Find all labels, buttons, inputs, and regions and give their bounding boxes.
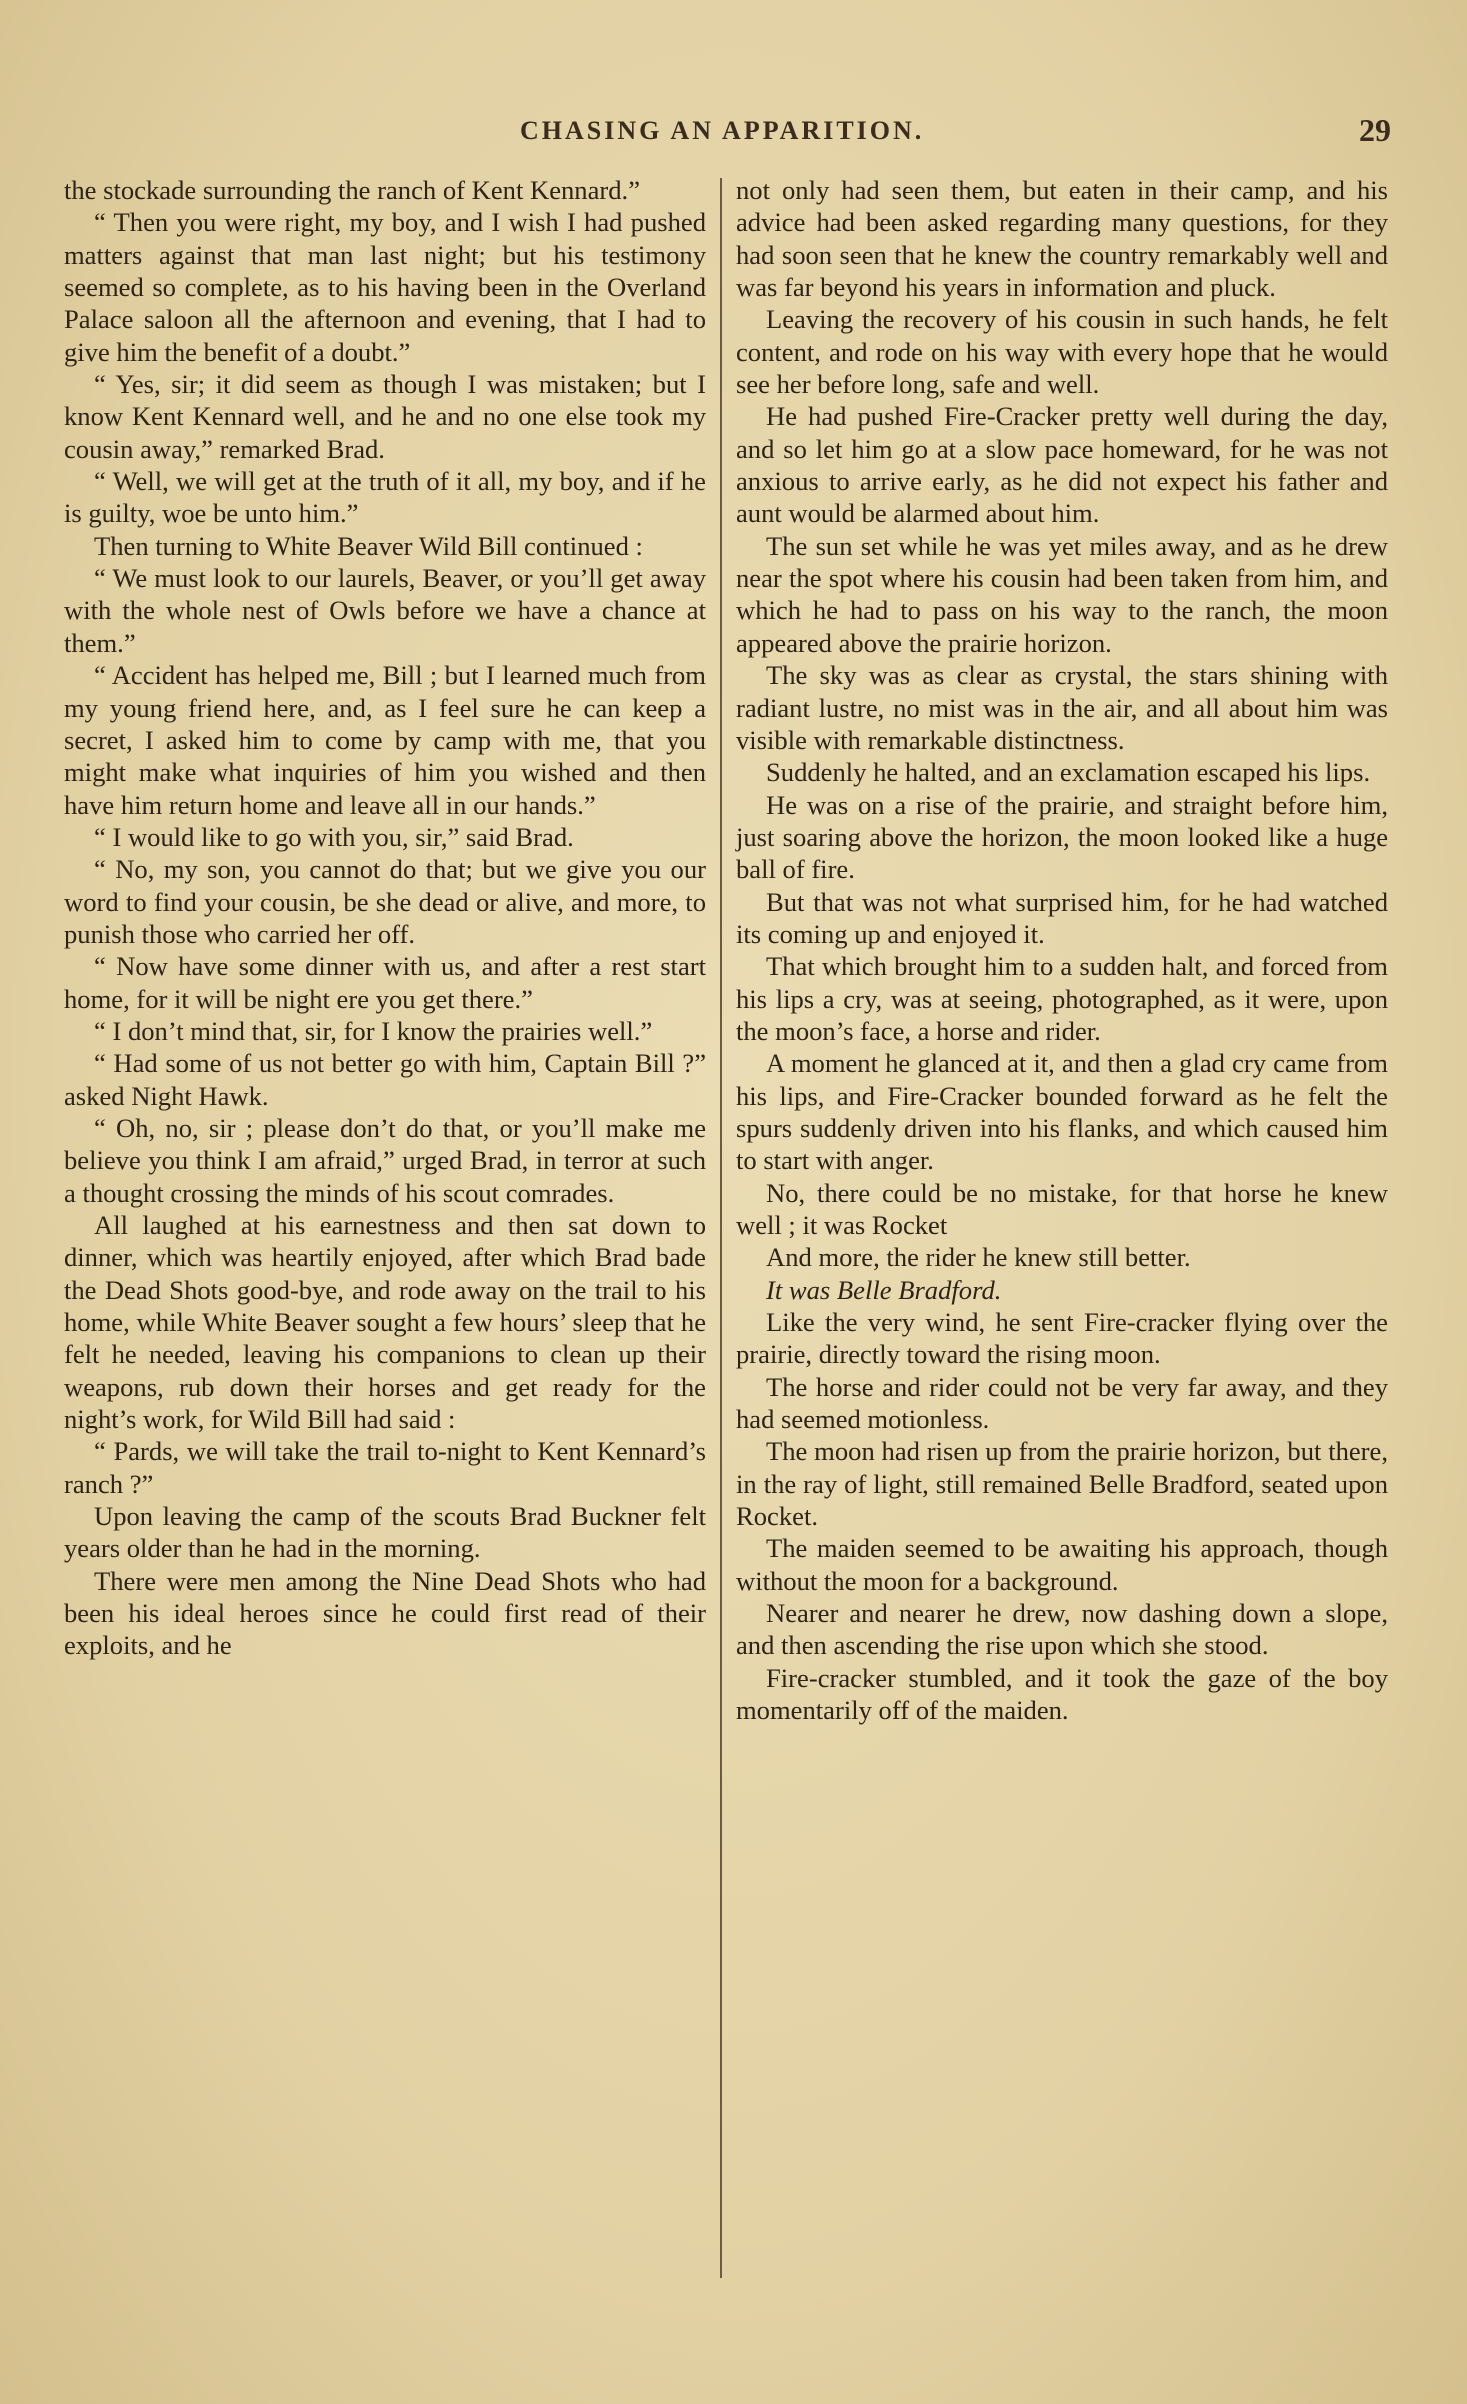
- paragraph: Fire-cracker stumbled, and it took the gaze of the boy momentarily off of the maiden.: [736, 1662, 1388, 1726]
- left-column: [64, 174, 706, 1662]
- paragraph: Leaving the recovery of his cousin in such hands, he felt content, and rode on his way with every hope that he would see her before long, safe and well.: [736, 304, 1388, 400]
- right-column: [736, 174, 1388, 1727]
- paragraph: A moment he glanced at it, and then a glad cry came from his lips, and Fire-Cracker bounded forward as he felt the spurs suddenly driven into his flanks, and which caused him to start with anger.: [736, 1048, 1388, 1176]
- paragraph: But that was not what surprised him, for he had watched its coming up and enjoyed it.: [736, 886, 1388, 949]
- column-divider: [720, 178, 722, 2278]
- paragraph: “ I would like to go with you, sir,” said Brad.: [94, 821, 574, 852]
- paragraph: The horse and rider could not be very far away, and they had seemed motionless.: [736, 1371, 1388, 1435]
- paragraph: “ No, my son, you cannot do that; but we give you our word to find your cousin, be she dead or alive, and more, to punish those who carried her off.: [64, 854, 706, 949]
- paragraph: “ Accident has helped me, Bill ; but I learned much from my young friend here, and, as I feel sure he can keep a secret, I asked him to come by camp with me, that you might make what inquiries of him you wished and then have him return home and leave all in our hands.”: [64, 660, 706, 820]
- paragraph: Suddenly he halted, and an exclamation escaped his lips.: [766, 757, 1371, 788]
- paragraph: Like the very wind, he sent Fire-cracker flying over the prairie, directly toward the rising moon.: [736, 1307, 1388, 1370]
- paragraph: “ Then you were right, my boy, and I wish I had pushed matters against that man last night; but his testimony seemed so complete, as to his having been in the Overland Palace saloon all the afternoon and evening, that I had to give him the benefit of a doubt.”: [64, 207, 706, 367]
- paragraph: “ Oh, no, sir ; please don’t do that, or you’ll make me believe you think I am afraid,” urged Brad, in terror at such a thought crossing the minds of his scout comrades.: [64, 1112, 706, 1208]
- paragraph: The moon had risen up from the prairie horizon, but there, in the ray of light, still remained Belle Bradford, seated upon Rocket.: [736, 1436, 1388, 1532]
- paragraph: “ We must look to our laurels, Beaver, or you’ll get away with the whole nest of Owls before we have a chance at them.”: [64, 563, 706, 658]
- paragraph: “ Now have some dinner with us, and after a rest start home, for it will be night ere you get there.”: [64, 951, 706, 1014]
- page-number: 29: [1359, 112, 1391, 148]
- paragraph: It was Belle Bradford.: [766, 1274, 1002, 1305]
- paragraph: All laughed at his earnestness and then sat down to dinner, which was heartily enjoyed, after which Brad bade the Dead Shots good-bye, and rode away on the trail to his home, while White Beaver sought a few hours’ sleep that he felt he needed, leaving his companions to clean up their weapons, rub down their horses and get ready for the night’s work, for Wild Bill had said :: [64, 1210, 706, 1435]
- paragraph: The sky was as clear as crystal, the stars shining with radiant lustre, no mist was in the air, and all about him was visible with remarkable distinctness.: [736, 660, 1388, 755]
- paragraph: “ Pards, we will take the trail to-night to Kent Kennard’s ranch ?”: [64, 1436, 706, 1499]
- paragraph: “ Well, we will get at the truth of it all, my boy, and if he is guilty, woe be unto him.”: [64, 466, 706, 529]
- paragraph: That which brought him to a sudden halt, and forced from his lips a cry, was at seeing, photographed, as it were, upon the moon’s face, a horse and rider.: [736, 951, 1388, 1046]
- paragraph: The maiden seemed to be awaiting his approach, though without the moon for a background.: [736, 1533, 1388, 1596]
- paragraph: “ Had some of us not better go with him, Captain Bill ?” asked Night Hawk.: [64, 1048, 706, 1111]
- paragraph: not only had seen them, but eaten in their camp, and his advice had been asked regarding many questions, for they had soon seen that he knew the country remarkably well and was far beyond his years in information and pluck.: [736, 175, 1388, 303]
- paragraph: He was on a rise of the prairie, and straight before him, just soaring above the horizon, the moon looked like a huge ball of fire.: [736, 789, 1388, 885]
- paragraph: No, there could be no mistake, for that horse he knew well ; it was Rocket: [736, 1177, 1388, 1240]
- paragraph: Nearer and nearer he drew, now dashing down a slope, and then ascending the rise upon which she stood.: [736, 1598, 1388, 1661]
- page-header: [0, 112, 1467, 152]
- running-title: CHASING AN APPARITION.: [520, 116, 925, 145]
- paragraph: The sun set while he was yet miles away, and as he drew near the spot where his cousin had been taken from him, and which he had to pass on his way to the ranch, the moon appeared above the prairie horizon.: [736, 530, 1388, 658]
- paragraph: Then turning to White Beaver Wild Bill continued :: [94, 530, 643, 561]
- paragraph: the stockade surrounding the ranch of Kent Kennard.”: [64, 175, 640, 205]
- paragraph: And more, the rider he knew still better.: [766, 1242, 1191, 1273]
- paragraph: “ Yes, sir; it did seem as though I was mistaken; but I know Kent Kennard well, and he and no one else took my cousin away,” remarked Brad.: [64, 369, 706, 464]
- paragraph: Upon leaving the camp of the scouts Brad Buckner felt years older than he had in the morning.: [64, 1501, 706, 1564]
- paragraph: There were men among the Nine Dead Shots who had been his ideal heroes since he could first read of their exploits, and he: [64, 1565, 706, 1661]
- paragraph: “ I don’t mind that, sir, for I know the prairies well.”: [94, 1015, 653, 1046]
- paragraph: He had pushed Fire-Cracker pretty well during the day, and so let him go at a slow pace homeward, for he was not anxious to arrive early, as he did not expect his father and aunt would be alarmed about him.: [736, 401, 1388, 529]
